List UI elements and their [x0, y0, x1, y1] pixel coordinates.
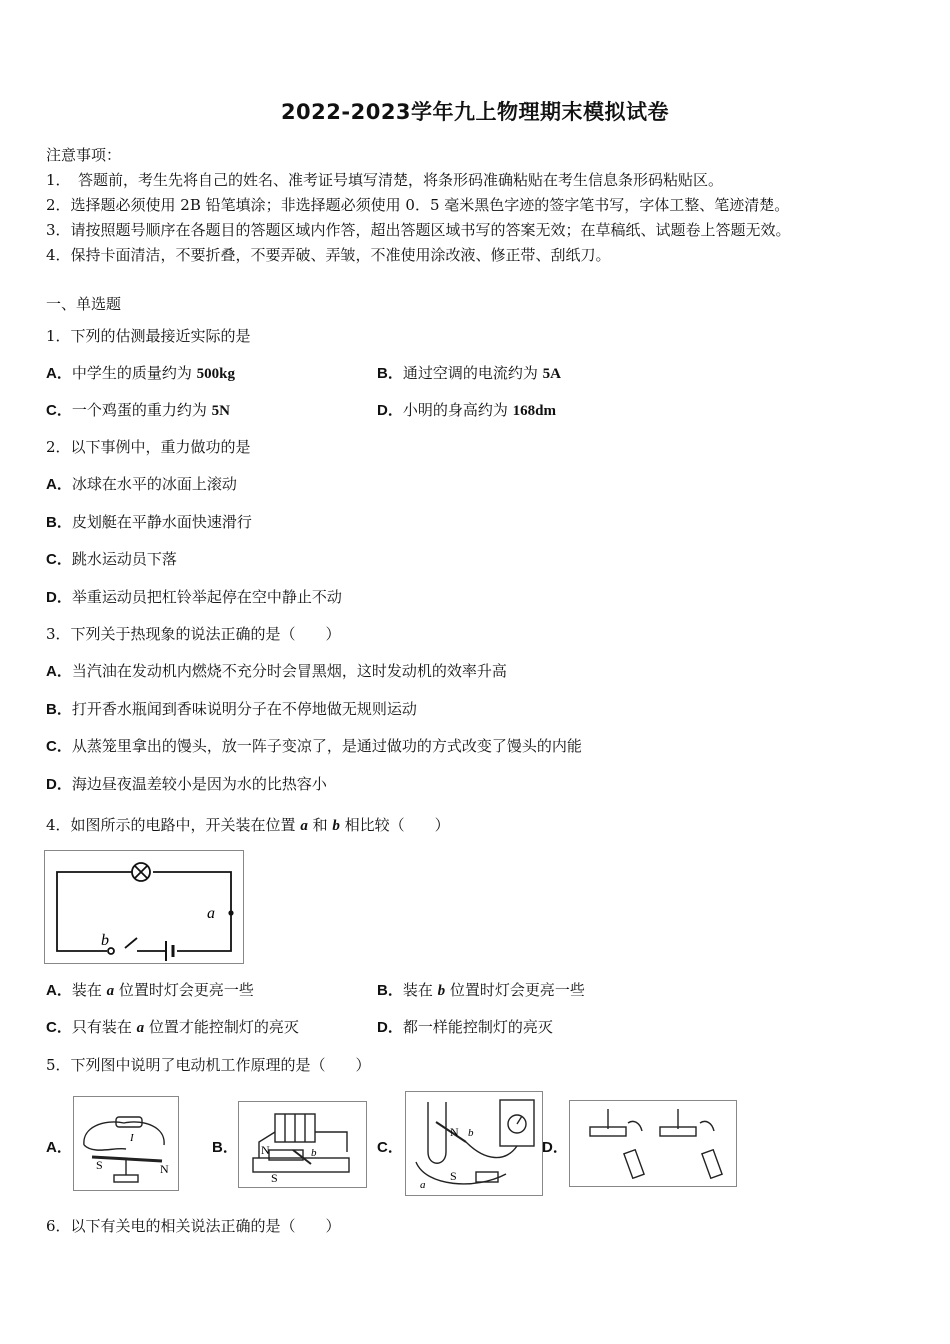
option-letter: B．: [46, 701, 72, 718]
option-letter: B．: [377, 365, 403, 382]
wire-a-label: a: [420, 1179, 426, 1191]
experiment-diagram-b: [239, 1102, 366, 1187]
question-2-stem: 2．以下事例中，重力做功的是: [46, 438, 251, 456]
q5-figure-b[interactable]: [238, 1101, 367, 1188]
option-text: 从蒸笼里拿出的馒头，放一阵子变凉了，是通过做功的方式改变了馒头的内能: [71, 737, 582, 755]
question-1-stem: 1．下列的估测最接近实际的是: [46, 327, 251, 345]
option-text: 冰球在水平的冰面上滚动: [71, 475, 237, 493]
stem-text: 4．如图所示的电路中，开关装在位置: [46, 816, 301, 834]
q4-circuit-figure: [44, 850, 244, 964]
q5-option-b-label[interactable]: B．: [212, 1139, 238, 1156]
option-letter: B．: [377, 982, 403, 999]
option-text: 一个鸡蛋的重力约为: [71, 401, 212, 419]
pole-n-label: N: [261, 1143, 270, 1157]
page-title: 2022-2023学年九上物理期末模拟试卷: [280, 100, 670, 124]
option-value: 5N: [211, 403, 230, 419]
current-label: I: [130, 1132, 134, 1144]
option-letter: A．: [46, 663, 72, 680]
option-letter: D．: [377, 402, 403, 419]
option-letter: C．: [46, 1019, 72, 1036]
option-text: 皮划艇在平静水面快速滑行: [71, 513, 252, 531]
pole-s-label: S: [450, 1169, 457, 1183]
rotation-arrow-icon: [700, 1121, 714, 1131]
option-var: a: [106, 983, 115, 999]
option-text: 位置时灯会更亮一些: [445, 981, 585, 999]
q4-option-d[interactable]: [377, 1017, 553, 1038]
option-text: 海边昼夜温差较小是因为水的比热容小: [71, 775, 327, 793]
option-letter: A．: [46, 982, 72, 999]
rod-label: b: [311, 1147, 317, 1159]
label-a: a: [207, 905, 215, 922]
option-value: 168dm: [512, 403, 556, 419]
notice-item-1: 1． 答题前，考生先将自己的姓名、准考证号填写清楚，将条形码准确粘贴在考生信息条形码粘贴区。: [46, 171, 724, 189]
notice-heading: 注意事项：: [46, 146, 122, 164]
q2-option-d[interactable]: [46, 587, 342, 608]
option-letter: D．: [377, 1019, 403, 1036]
option-letter: C．: [46, 738, 72, 755]
option-text: 只有装在: [71, 1018, 137, 1036]
q3-option-b[interactable]: [46, 699, 417, 720]
label-b: b: [101, 932, 109, 949]
option-text: 装在: [402, 981, 438, 999]
q3-option-c[interactable]: [46, 736, 582, 757]
option-letter: B．: [46, 514, 72, 531]
option-value: 500kg: [196, 366, 235, 382]
option-letter: C．: [46, 551, 72, 568]
q3-option-d[interactable]: [46, 774, 327, 795]
stem-text: 相比较（ ）: [339, 816, 450, 834]
option-letter: D．: [46, 589, 72, 606]
q1-option-d[interactable]: [377, 400, 556, 421]
question-5-stem: 5．下列图中说明了电动机工作原理的是（ ）: [46, 1056, 371, 1074]
option-text: 小明的身高约为: [402, 401, 513, 419]
q5-option-c-label[interactable]: C．: [377, 1139, 403, 1156]
magnet-icon: [624, 1150, 644, 1179]
q5-figure-c[interactable]: [405, 1091, 543, 1196]
option-text: 打开香水瓶闻到香味说明分子在不停地做无规则运动: [71, 700, 417, 718]
option-letter: C．: [46, 402, 72, 419]
option-text: 装在: [71, 981, 107, 999]
notice-item-4: 4．保持卡面清洁，不要折叠，不要弄破、弄皱，不准使用涂改液、修正带、刮纸刀。: [46, 246, 611, 264]
option-letter: A．: [46, 476, 72, 493]
question-3-stem: 3．下列关于热现象的说法正确的是（ ）: [46, 625, 341, 643]
circuit-wire: [315, 1132, 347, 1152]
option-text: 位置时灯会更亮一些: [114, 981, 254, 999]
q2-option-c[interactable]: [46, 549, 177, 570]
option-text: 举重运动员把杠铃举起停在空中静止不动: [71, 588, 342, 606]
pole-s-label: S: [96, 1158, 103, 1172]
q5-option-a-label[interactable]: A．: [46, 1139, 72, 1156]
q1-option-b[interactable]: [377, 363, 561, 384]
stem-var-b: b: [332, 818, 340, 834]
q4-option-c[interactable]: [46, 1017, 299, 1038]
pole-s-label: S: [271, 1171, 278, 1185]
circuit-wire: [416, 1162, 506, 1184]
position-a-dot: [228, 910, 233, 915]
q1-option-c[interactable]: [46, 400, 230, 421]
question-6-stem: 6．以下有关电的相关说法正确的是（ ）: [46, 1217, 341, 1235]
wire-loop: [84, 1122, 164, 1145]
option-text: 跳水运动员下落: [71, 550, 177, 568]
q2-option-b[interactable]: [46, 512, 252, 533]
option-text: 都一样能控制灯的亮灭: [402, 1018, 553, 1036]
stem-var-a: a: [300, 818, 308, 834]
rod-label: b: [468, 1127, 474, 1139]
question-4-stem: [46, 815, 450, 836]
option-text: 中学生的质量约为: [71, 364, 197, 382]
q3-option-a[interactable]: [46, 661, 507, 682]
switch-blade: [125, 938, 137, 948]
stem-text: 和: [307, 816, 333, 834]
experiment-diagram-c: [406, 1092, 542, 1195]
experiment-diagram-d: [570, 1101, 736, 1186]
pole-n-label: N: [450, 1125, 459, 1139]
option-letter: A．: [46, 365, 72, 382]
circuit-wire: [57, 872, 135, 951]
circuit-diagram: [45, 851, 243, 963]
magnet-icon: [702, 1150, 722, 1179]
experiment-diagram-a: [74, 1097, 178, 1190]
q2-option-a[interactable]: [46, 474, 237, 495]
wire-loop: [84, 1145, 126, 1150]
option-text: 通过空调的电流约为: [402, 364, 543, 382]
circuit-wire: [466, 1142, 517, 1158]
option-value: 5A: [542, 366, 561, 382]
rotation-arrow-icon: [628, 1121, 642, 1131]
option-var: a: [136, 1020, 145, 1036]
notice-item-3: 3．请按照题号顺序在各题目的答题区域内作答，超出答题区域书写的答案无效；在草稿纸、试题卷上答题无效。: [46, 221, 791, 239]
notice-item-2: 2．选择题必须使用 2B 铅笔填涂；非选择题必须使用 0．5 毫米黑色字迹的签字笔书写，字体工整、笔迹清楚。: [46, 196, 790, 214]
q5-figure-a[interactable]: [73, 1096, 179, 1191]
horseshoe-magnet-icon: [428, 1102, 446, 1163]
q5-option-d-label[interactable]: D．: [542, 1139, 568, 1156]
option-var: b: [437, 983, 446, 999]
stand-base: [114, 1175, 138, 1182]
q1-option-a[interactable]: [46, 363, 235, 384]
section-heading: 一、单选题: [46, 295, 122, 313]
option-letter: D．: [46, 776, 72, 793]
option-text: 当汽油在发动机内燃烧不充分时会冒黑烟，这时发动机的效率升高: [71, 662, 507, 680]
option-text: 位置才能控制灯的亮灭: [144, 1018, 299, 1036]
q4-option-a[interactable]: [46, 980, 254, 1001]
q5-figure-d[interactable]: [569, 1100, 737, 1187]
circuit-wire: [153, 872, 231, 951]
pole-n-label: N: [160, 1162, 169, 1176]
conductor-rod: [293, 1150, 311, 1164]
q4-option-b[interactable]: [377, 980, 585, 1001]
